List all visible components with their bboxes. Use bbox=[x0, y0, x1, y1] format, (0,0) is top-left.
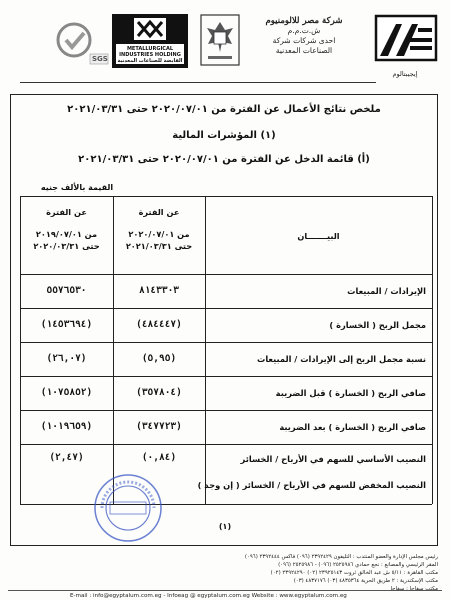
letterhead bbox=[0, 0, 450, 84]
subsection-title: (أ) قائمة الدخل عن الفترة من ٢٠٢٠/٠٧/٠١ حتى ٢٠٢١/٠٣/٣١ bbox=[78, 154, 370, 165]
company-type-line: ش.ت.م.م bbox=[287, 26, 321, 35]
company-stamp-icon bbox=[92, 472, 164, 544]
metallurgical-line-1: METALLURGICAL bbox=[126, 46, 174, 52]
row-label-revenue: الإيرادات / المبيعات bbox=[347, 286, 426, 296]
table-row-divider bbox=[20, 342, 432, 343]
page-number: (١) bbox=[218, 522, 232, 531]
company-holding-line: الصناعات المعدنية bbox=[275, 46, 333, 55]
row-label-diluted-eps: النصيب المخفض للسهم في الأرباح / الخسائر ( إن وجد ) bbox=[197, 480, 426, 490]
table-col-divider bbox=[205, 196, 206, 504]
prior-period-header bbox=[20, 206, 113, 252]
table-border-bottom bbox=[20, 504, 432, 505]
prior-period-from: من ٢٠١٩/٠٧/٠١ bbox=[35, 229, 98, 239]
sgs-label: SGS bbox=[92, 55, 108, 63]
company-name-line: شركة مصر للالومنيوم bbox=[265, 16, 343, 26]
row-current-gross-margin: (٥,٩٥) bbox=[141, 353, 177, 364]
row-label-gross-margin: نسبة مجمل الربح إلى الإيرادات / المبيعات bbox=[256, 354, 426, 364]
letterhead-rule bbox=[20, 82, 376, 83]
table-row-divider bbox=[20, 444, 432, 445]
table-row-divider bbox=[20, 274, 432, 275]
table-row-divider bbox=[20, 308, 432, 309]
metallurgical-line-2: INDUSTRIES HOLDING bbox=[119, 52, 181, 58]
row-label-profit-before-tax: صافي الربح ( الخسارة ) قبل الضريبة bbox=[275, 388, 426, 398]
current-period-label: عن الفترة bbox=[138, 207, 180, 217]
letterhead-footer bbox=[0, 552, 450, 600]
row-current-revenue: ٨١٤٣٣٠٣ bbox=[138, 285, 180, 296]
prior-period-to: حتى ٢٠٢٠/٠٣/٣١ bbox=[33, 241, 100, 251]
table-border-top bbox=[20, 196, 432, 197]
row-prior-basic-eps: (٢,٤٧) bbox=[49, 452, 84, 463]
row-label-gross-profit: مجمل الربح ( الخسارة ) bbox=[329, 320, 426, 330]
row-prior-gross-margin: (٢٦,٠٧) bbox=[46, 353, 87, 364]
footer-line-chairman: رئيس مجلس الإدارة والعضو المنتدب : التليفون ٢٣٩٢٤٢٩ (٠٩٦) فاكس ٢٣٩٢٤٤٤ (٠٩٦) bbox=[244, 554, 438, 560]
footer-line-cairo-office: مكتب القاهرة : ٥/١١ ش عبد الخالق ثروت ٢٣٩٢٥١٤٣ (٠٢) ٢٣٩٢٤٢٩٠ (٠٢) bbox=[270, 570, 438, 576]
egyptalum-logo-icon bbox=[374, 14, 438, 62]
footer-line-alexandria-office: مكتب الإسكندرية : ٢ طريق الحرية ٤٨٣٥٣٦٤ (٠٣) ٤٨٣٧١٧٦ (٠٣) bbox=[293, 578, 438, 584]
unit-note: القيمة بالألف جنيه bbox=[40, 183, 114, 192]
footer-rule bbox=[8, 590, 442, 591]
company-parent-line: احدى شركات شركة bbox=[272, 36, 336, 45]
income-statement-table bbox=[20, 196, 432, 504]
table-border-right bbox=[432, 196, 433, 504]
metallurgical-line-3: القابضة للصناعات المعدنية bbox=[117, 58, 183, 64]
row-label-basic-eps: النصيب الأساسي للسهم في الأرباح / الخسائر bbox=[240, 454, 426, 464]
metallurgical-logo-text bbox=[116, 46, 184, 64]
current-period-from: من ٢٠٢٠/٠٧/٠١ bbox=[128, 229, 190, 239]
row-current-basic-eps: (٠,٨٤) bbox=[141, 452, 177, 463]
row-label-profit-after-tax: صافي الربح ( الخسارة ) بعد الضريبة bbox=[279, 422, 426, 432]
government-eagle-emblem-icon bbox=[200, 14, 240, 66]
table-row-divider bbox=[20, 376, 432, 377]
row-current-gross-profit: (٤٨٤٤٤٧) bbox=[136, 319, 182, 330]
prior-period-label: عن الفترة bbox=[46, 207, 87, 217]
row-prior-profit-after-tax: (١٠١٩٦٥٩) bbox=[40, 421, 93, 432]
row-current-profit-before-tax: (٣٥٧٨٠٤) bbox=[136, 387, 182, 398]
table-row-divider bbox=[20, 410, 432, 411]
current-period-header bbox=[113, 206, 205, 252]
egyptalum-logo-caption: إيجيبتالوم bbox=[392, 70, 418, 78]
row-prior-gross-profit: (١٤٥٣٦٩٤) bbox=[40, 319, 93, 330]
row-current-profit-after-tax: (٣٤٧٧٢٣) bbox=[136, 421, 182, 432]
section-title: (١) المؤشرات المالية bbox=[172, 130, 276, 141]
statement-header: البيـــــــان bbox=[297, 231, 340, 241]
current-period-to: حتى ٢٠٢١/٠٣/٣١ bbox=[125, 241, 193, 251]
footer-contact-line: E-mail : info@egyptalum.com.eg - Infoeag @ egyptalum.com.eg Website : www.egyptalum.com.eg bbox=[70, 593, 347, 599]
row-prior-revenue: ٥٥٧٦٥٣٠ bbox=[46, 285, 87, 296]
footer-line-headquarters: المقر الرئيسي والمصانع : نجع حمادي ٢٥٢٥٩٨٦ (٠٩٦) - ٢٥٢٥٩٨٦ (٠٩٦) bbox=[278, 562, 438, 568]
row-prior-profit-before-tax: (١٠٧٥٨٥٢) bbox=[40, 387, 93, 398]
company-name-block bbox=[244, 16, 364, 56]
document-title: ملخص نتائج الأعمال عن الفترة من ٢٠٢٠/٠٧/٠١ حتى ٢٠٢١/٠٣/٣١ bbox=[67, 104, 381, 115]
footer-line-safaga-office: مكتب سفاجا : سفاجا bbox=[390, 586, 438, 592]
